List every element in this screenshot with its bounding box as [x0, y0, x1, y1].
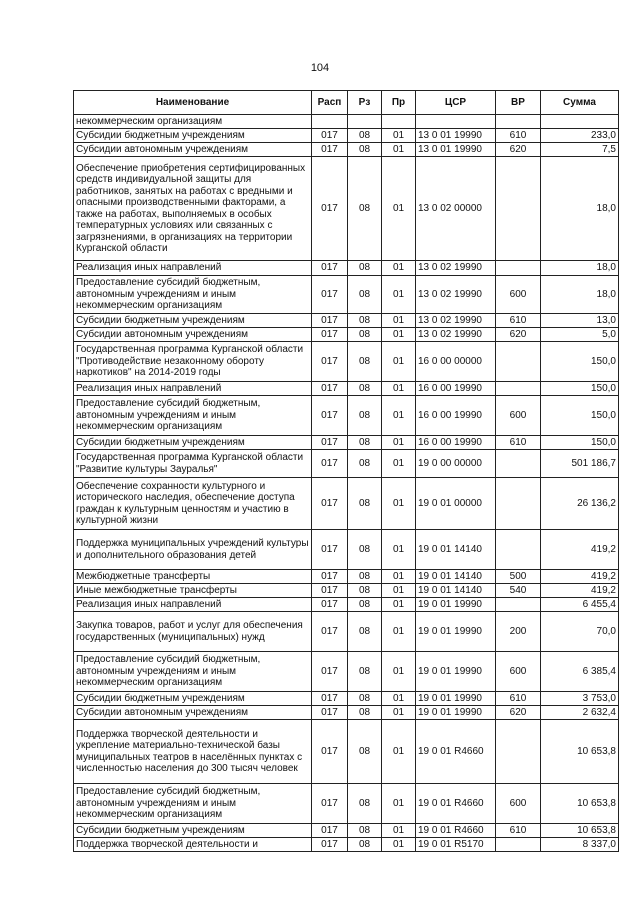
row-vr-cell: 620: [496, 328, 541, 342]
row-vr-cell: [496, 530, 541, 570]
row-vr-cell: 540: [496, 584, 541, 598]
row-vr-cell: [496, 450, 541, 478]
row-rz-cell: 08: [348, 328, 382, 342]
row-rz-cell: 08: [348, 570, 382, 584]
row-name-cell: Государственная программа Курганской области "Противодействие незаконному обороту наркотиков" на 2014-2019 годы: [74, 342, 312, 382]
row-sum-cell: 150,0: [541, 436, 619, 450]
row-pr-cell: 01: [382, 570, 416, 584]
row-vr-cell: [496, 478, 541, 530]
table-row: [74, 436, 619, 450]
row-csr-cell: 13 0 01 19990: [416, 129, 496, 143]
row-rz-cell: 08: [348, 838, 382, 852]
row-csr-cell: 19 0 01 19990: [416, 652, 496, 692]
row-rz-cell: 08: [348, 450, 382, 478]
row-name-cell: Предоставление субсидий бюджетным, автономным учреждениям и иным некоммерческим организациям: [74, 784, 312, 824]
row-rasp-cell: 017: [312, 382, 348, 396]
row-csr-cell: 19 0 01 19990: [416, 706, 496, 720]
table-row: [74, 115, 619, 129]
row-pr-cell: 01: [382, 314, 416, 328]
table-row: [74, 396, 619, 436]
row-pr-cell: 01: [382, 276, 416, 314]
table-row: [74, 692, 619, 706]
row-pr-cell: 01: [382, 261, 416, 276]
row-name-cell: Реализация иных направлений: [74, 598, 312, 612]
row-csr-cell: 19 0 01 R4660: [416, 824, 496, 838]
row-csr-cell: 13 0 02 19990: [416, 261, 496, 276]
row-name-cell: Субсидии бюджетным учреждениям: [74, 314, 312, 328]
row-pr-cell: 01: [382, 720, 416, 784]
header-name: Наименование: [74, 91, 312, 115]
table-header-row: [74, 91, 619, 115]
row-pr-cell: 01: [382, 450, 416, 478]
row-rz-cell: [348, 115, 382, 129]
row-pr-cell: 01: [382, 478, 416, 530]
row-rz-cell: 08: [348, 314, 382, 328]
row-vr-cell: [496, 838, 541, 852]
row-csr-cell: 16 0 00 19990: [416, 382, 496, 396]
row-vr-cell: [496, 261, 541, 276]
row-sum-cell: 8 337,0: [541, 838, 619, 852]
table-row: [74, 478, 619, 530]
row-sum-cell: 6 455,4: [541, 598, 619, 612]
row-rz-cell: 08: [348, 824, 382, 838]
row-rasp-cell: 017: [312, 692, 348, 706]
row-rz-cell: 08: [348, 157, 382, 261]
row-sum-cell: 2 632,4: [541, 706, 619, 720]
row-rasp-cell: 017: [312, 838, 348, 852]
row-rasp-cell: 017: [312, 157, 348, 261]
row-vr-cell: 610: [496, 824, 541, 838]
row-csr-cell: 16 0 00 00000: [416, 342, 496, 382]
row-sum-cell: 501 186,7: [541, 450, 619, 478]
header-rasp: Расп: [312, 91, 348, 115]
row-name-cell: Субсидии бюджетным учреждениям: [74, 692, 312, 706]
row-csr-cell: 16 0 00 19990: [416, 436, 496, 450]
row-pr-cell: 01: [382, 784, 416, 824]
row-vr-cell: 610: [496, 129, 541, 143]
table-row: [74, 314, 619, 328]
row-vr-cell: 610: [496, 436, 541, 450]
row-sum-cell: 3 753,0: [541, 692, 619, 706]
row-csr-cell: 19 0 01 14140: [416, 584, 496, 598]
row-rasp-cell: 017: [312, 652, 348, 692]
row-pr-cell: 01: [382, 652, 416, 692]
header-sum: Сумма: [541, 91, 619, 115]
table-row: [74, 450, 619, 478]
row-sum-cell: 13,0: [541, 314, 619, 328]
header-rz: Рз: [348, 91, 382, 115]
table-row: [74, 612, 619, 652]
table-row: [74, 784, 619, 824]
row-rasp-cell: 017: [312, 276, 348, 314]
row-name-cell: Закупка товаров, работ и услуг для обеспечения государственных (муниципальных) нужд: [74, 612, 312, 652]
row-rz-cell: 08: [348, 396, 382, 436]
table-row: [74, 824, 619, 838]
row-rasp-cell: 017: [312, 720, 348, 784]
table-row: [74, 598, 619, 612]
row-rz-cell: 08: [348, 584, 382, 598]
row-vr-cell: 200: [496, 612, 541, 652]
row-name-cell: Предоставление субсидий бюджетным, автономным учреждениям и иным некоммерческим организациям: [74, 396, 312, 436]
row-rz-cell: 08: [348, 530, 382, 570]
row-sum-cell: 10 653,8: [541, 784, 619, 824]
row-csr-cell: 13 0 01 19990: [416, 143, 496, 157]
row-csr-cell: 13 0 02 19990: [416, 328, 496, 342]
row-rasp-cell: 017: [312, 530, 348, 570]
row-vr-cell: 600: [496, 276, 541, 314]
table-row: [74, 382, 619, 396]
row-rasp-cell: 017: [312, 129, 348, 143]
row-name-cell: Предоставление субсидий бюджетным, автономным учреждениям и иным некоммерческим организациям: [74, 276, 312, 314]
header-csr: ЦСР: [416, 91, 496, 115]
row-vr-cell: 620: [496, 706, 541, 720]
row-rasp-cell: 017: [312, 314, 348, 328]
row-name-cell: Реализация иных направлений: [74, 382, 312, 396]
row-name-cell: Субсидии бюджетным учреждениям: [74, 824, 312, 838]
row-vr-cell: [496, 115, 541, 129]
table-row: [74, 143, 619, 157]
table-row: [74, 720, 619, 784]
table-row: [74, 706, 619, 720]
row-name-cell: Обеспечение приобретения сертифицированных средств индивидуальной защиты для работников, занятых на работах с вредными и опасными производственными факторами, а также на работах, выполняемых в особых температурных условиях или связанных с загрязнениями, в организациях на территории Курганской области: [74, 157, 312, 261]
row-rasp-cell: 017: [312, 824, 348, 838]
row-sum-cell: 70,0: [541, 612, 619, 652]
row-vr-cell: 610: [496, 314, 541, 328]
row-rasp-cell: 017: [312, 598, 348, 612]
row-csr-cell: 19 0 00 00000: [416, 450, 496, 478]
row-rz-cell: 08: [348, 382, 382, 396]
row-csr-cell: 19 0 01 19990: [416, 598, 496, 612]
row-name-cell: Поддержка муниципальных учреждений культуры и дополнительного образования детей: [74, 530, 312, 570]
row-rasp-cell: 017: [312, 478, 348, 530]
row-pr-cell: 01: [382, 129, 416, 143]
row-rz-cell: 08: [348, 276, 382, 314]
row-csr-cell: 19 0 01 19990: [416, 692, 496, 706]
table-row: [74, 261, 619, 276]
row-pr-cell: 01: [382, 584, 416, 598]
row-rasp-cell: 017: [312, 706, 348, 720]
row-rz-cell: 08: [348, 612, 382, 652]
row-rz-cell: 08: [348, 143, 382, 157]
row-csr-cell: 19 0 01 R5170: [416, 838, 496, 852]
row-sum-cell: [541, 115, 619, 129]
row-rasp-cell: 017: [312, 436, 348, 450]
row-pr-cell: 01: [382, 530, 416, 570]
row-rz-cell: 08: [348, 720, 382, 784]
table-row: [74, 584, 619, 598]
row-pr-cell: [382, 115, 416, 129]
row-rasp-cell: 017: [312, 328, 348, 342]
row-sum-cell: 18,0: [541, 157, 619, 261]
row-rz-cell: 08: [348, 652, 382, 692]
header-vr: ВР: [496, 91, 541, 115]
row-sum-cell: 10 653,8: [541, 720, 619, 784]
row-rz-cell: 08: [348, 436, 382, 450]
row-vr-cell: 600: [496, 396, 541, 436]
row-sum-cell: 150,0: [541, 382, 619, 396]
row-name-cell: Реализация иных направлений: [74, 261, 312, 276]
row-pr-cell: 01: [382, 342, 416, 382]
row-sum-cell: 10 653,8: [541, 824, 619, 838]
row-rz-cell: 08: [348, 261, 382, 276]
row-rz-cell: 08: [348, 706, 382, 720]
row-rasp-cell: [312, 115, 348, 129]
header-pr: Пр: [382, 91, 416, 115]
row-name-cell: Субсидии бюджетным учреждениям: [74, 436, 312, 450]
row-pr-cell: 01: [382, 143, 416, 157]
row-vr-cell: [496, 342, 541, 382]
row-csr-cell: 19 0 01 14140: [416, 530, 496, 570]
row-vr-cell: [496, 157, 541, 261]
row-vr-cell: 610: [496, 692, 541, 706]
row-name-cell: Предоставление субсидий бюджетным, автономным учреждениям и иным некоммерческим организациям: [74, 652, 312, 692]
page-number: 104: [310, 62, 330, 74]
row-sum-cell: 150,0: [541, 342, 619, 382]
row-rz-cell: 08: [348, 129, 382, 143]
row-name-cell: Поддержка творческой деятельности и: [74, 838, 312, 852]
row-rz-cell: 08: [348, 784, 382, 824]
row-rasp-cell: 017: [312, 570, 348, 584]
row-pr-cell: 01: [382, 612, 416, 652]
row-sum-cell: 18,0: [541, 276, 619, 314]
row-pr-cell: 01: [382, 692, 416, 706]
row-name-cell: Межбюджетные трансферты: [74, 570, 312, 584]
row-pr-cell: 01: [382, 838, 416, 852]
row-pr-cell: 01: [382, 157, 416, 261]
row-csr-cell: 16 0 00 19990: [416, 396, 496, 436]
row-csr-cell: 19 0 01 00000: [416, 478, 496, 530]
row-pr-cell: 01: [382, 706, 416, 720]
row-sum-cell: 233,0: [541, 129, 619, 143]
row-rasp-cell: 017: [312, 450, 348, 478]
budget-table: [73, 90, 619, 852]
row-rz-cell: 08: [348, 478, 382, 530]
row-csr-cell: 13 0 02 00000: [416, 157, 496, 261]
row-vr-cell: [496, 382, 541, 396]
table-row: [74, 652, 619, 692]
row-pr-cell: 01: [382, 824, 416, 838]
row-pr-cell: 01: [382, 598, 416, 612]
row-rasp-cell: 017: [312, 784, 348, 824]
row-vr-cell: [496, 598, 541, 612]
row-rasp-cell: 017: [312, 143, 348, 157]
row-csr-cell: [416, 115, 496, 129]
row-sum-cell: 6 385,4: [541, 652, 619, 692]
row-name-cell: Субсидии бюджетным учреждениям: [74, 129, 312, 143]
row-pr-cell: 01: [382, 382, 416, 396]
row-rasp-cell: 017: [312, 396, 348, 436]
row-sum-cell: 5,0: [541, 328, 619, 342]
row-name-cell: Государственная программа Курганской области "Развитие культуры Зауралья": [74, 450, 312, 478]
row-vr-cell: [496, 720, 541, 784]
row-rz-cell: 08: [348, 692, 382, 706]
row-vr-cell: 600: [496, 784, 541, 824]
row-sum-cell: 419,2: [541, 584, 619, 598]
row-csr-cell: 19 0 01 R4660: [416, 784, 496, 824]
row-csr-cell: 19 0 01 14140: [416, 570, 496, 584]
row-sum-cell: 7,5: [541, 143, 619, 157]
row-name-cell: некоммерческим организациям: [74, 115, 312, 129]
row-pr-cell: 01: [382, 436, 416, 450]
table-row: [74, 276, 619, 314]
table-row: [74, 129, 619, 143]
row-csr-cell: 19 0 01 R4660: [416, 720, 496, 784]
row-sum-cell: 26 136,2: [541, 478, 619, 530]
row-rasp-cell: 017: [312, 584, 348, 598]
row-pr-cell: 01: [382, 328, 416, 342]
table-row: [74, 342, 619, 382]
table-row: [74, 530, 619, 570]
row-csr-cell: 13 0 02 19990: [416, 276, 496, 314]
row-name-cell: Субсидии автономным учреждениям: [74, 328, 312, 342]
row-name-cell: Субсидии автономным учреждениям: [74, 143, 312, 157]
row-sum-cell: 18,0: [541, 261, 619, 276]
row-sum-cell: 419,2: [541, 530, 619, 570]
row-name-cell: Поддержка творческой деятельности и укрепление материально-технической базы муниципальных театров в населённых пунктах с численностью населения до 300 тысяч человек: [74, 720, 312, 784]
table-row: [74, 570, 619, 584]
row-vr-cell: 620: [496, 143, 541, 157]
row-csr-cell: 19 0 01 19990: [416, 612, 496, 652]
row-pr-cell: 01: [382, 396, 416, 436]
row-csr-cell: 13 0 02 19990: [416, 314, 496, 328]
row-sum-cell: 150,0: [541, 396, 619, 436]
row-rasp-cell: 017: [312, 612, 348, 652]
row-vr-cell: 500: [496, 570, 541, 584]
row-rasp-cell: 017: [312, 261, 348, 276]
table-row: [74, 328, 619, 342]
row-rz-cell: 08: [348, 342, 382, 382]
row-vr-cell: 600: [496, 652, 541, 692]
row-name-cell: Субсидии автономным учреждениям: [74, 706, 312, 720]
row-sum-cell: 419,2: [541, 570, 619, 584]
row-name-cell: Иные межбюджетные трансферты: [74, 584, 312, 598]
row-rz-cell: 08: [348, 598, 382, 612]
row-rasp-cell: 017: [312, 342, 348, 382]
table-row: [74, 838, 619, 852]
row-name-cell: Обеспечение сохранности культурного и исторического наследия, обеспечение доступа граждан к культурным ценностям и участию в культурной жизни: [74, 478, 312, 530]
table-row: [74, 157, 619, 261]
table-body: [74, 115, 619, 852]
